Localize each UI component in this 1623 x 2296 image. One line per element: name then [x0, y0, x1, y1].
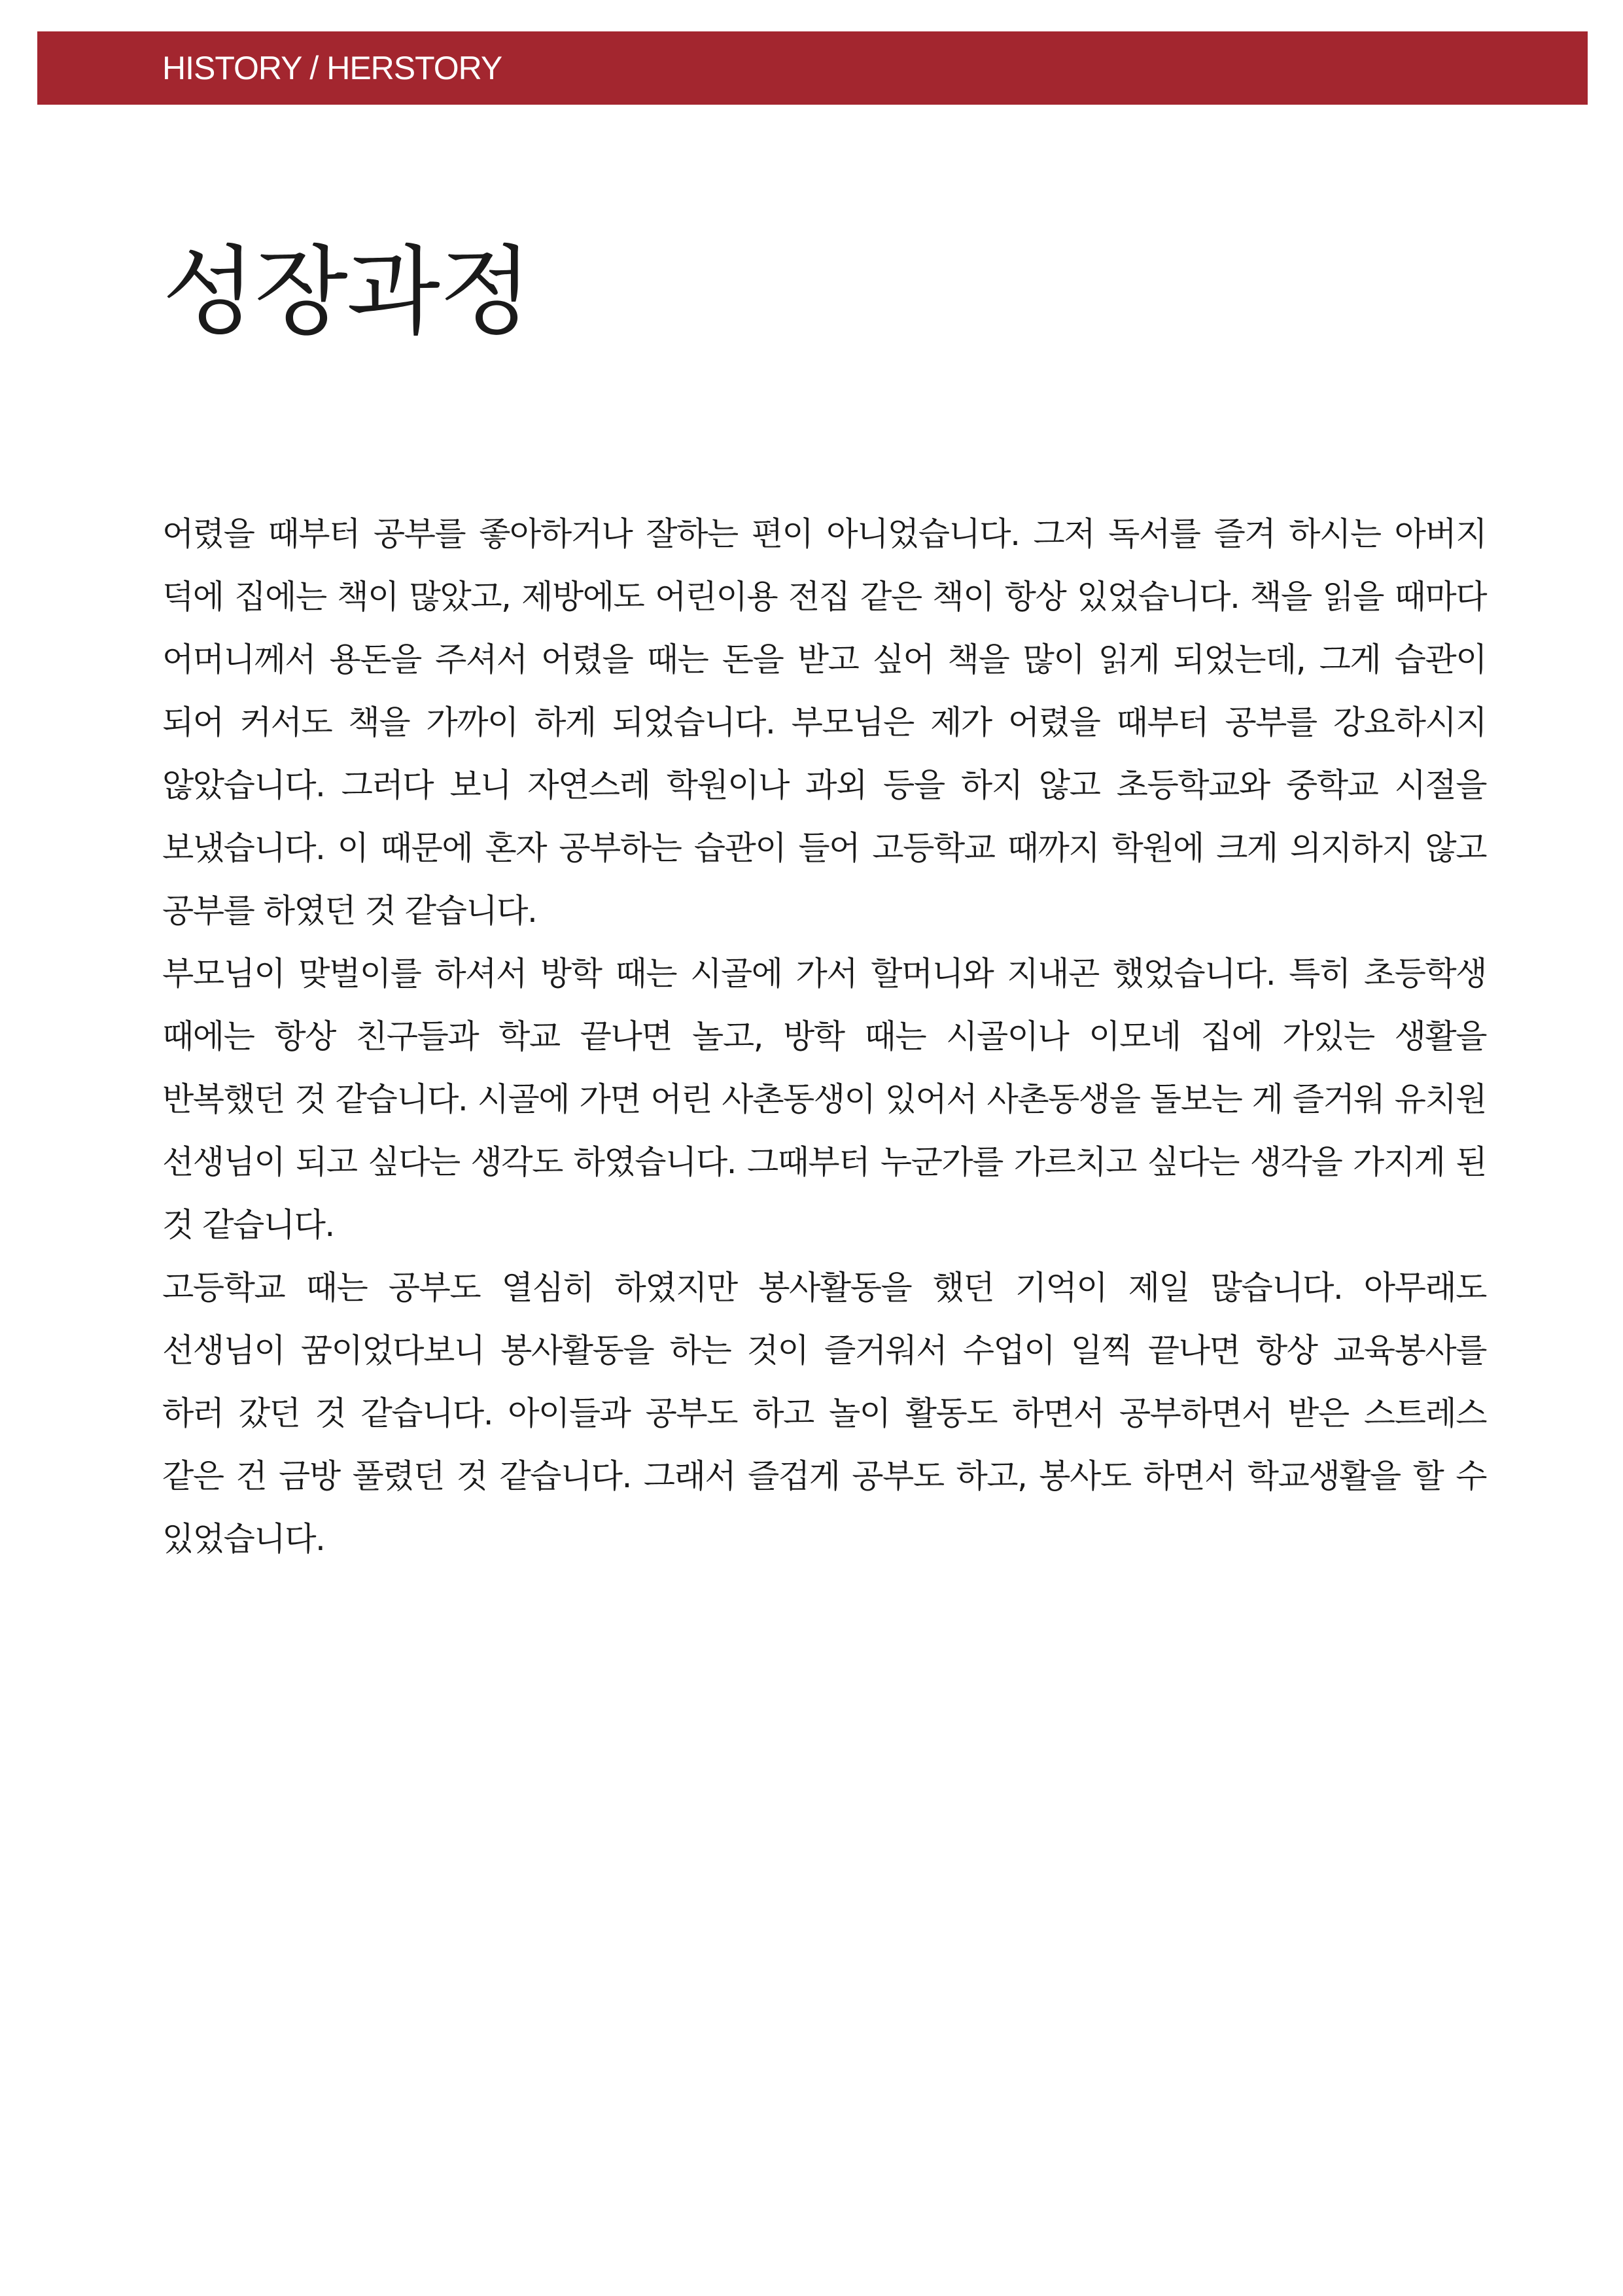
body-text [162, 503, 1486, 1570]
paragraph-countryside-summers: 부모님이 맞벌이를 하셔서 방학 때는 시골에 가서 할머니와 지내곤 했었습니다. 특히 초등학생 때에는 항상 친구들과 학교 끝나면 놀고, 방학 때는 시골이나 이모네 집에 가있는 생활을 반복했던 것 같습니다. 시골에 가면 어린 사촌동생이 있어서 사촌동생을 돌보는 게 즐거워 유치원 선생님이 되고 싶다는 생각도 하였습니다. 그때부터 누군가를 가르치고 싶다는 생각을 가지게 된 것 같습니다. [162, 955, 1486, 1244]
header-bar [37, 31, 1588, 105]
header-title: HISTORY / HERSTORY [162, 50, 502, 86]
paragraph-childhood-reading: 어렸을 때부터 공부를 좋아하거나 잘하는 편이 아니었습니다. 그저 독서를 즐겨 하시는 아버지 덕에 집에는 책이 많았고, 제방에도 어린이용 전집 같은 책이 항상 있었습니다. 책을 읽을 때마다 어머니께서 용돈을 주셔서 어렸을 때는 돈을 받고 싶어 책을 많이 읽게 되었는데, 그게 습관이 되어 커서도 책을 가까이 하게 되었습니다. 부모님은 제가 어렸을 때부터 공부를 강요하시지 않았습니다. 그러다 보니 자연스레 학원이나 과외 등을 하지 않고 초등학교와 중학교 시절을 보냈습니다. 이 때문에 혼자 공부하는 습관이 들어 고등학교 때까지 학원에 크게 의지하지 않고 공부를 하였던 것 같습니다. [162, 515, 1486, 930]
page-title: 성장과정 [162, 236, 531, 348]
paragraph-high-school-volunteering: 고등학교 때는 공부도 열심히 하였지만 봉사활동을 했던 기억이 제일 많습니다. 아무래도 선생님이 꿈이었다보니 봉사활동을 하는 것이 즐거워서 수업이 일찍 끝나면 항상 교육봉사를 하러 갔던 것 같습니다. 아이들과 공부도 하고 놀이 활동도 하면서 공부하면서 받은 스트레스 같은 건 금방 풀렸던 것 같습니다. 그래서 즐겁게 공부도 하고, 봉사도 하면서 학교생활을 할 수 있었습니다. [162, 1269, 1486, 1558]
